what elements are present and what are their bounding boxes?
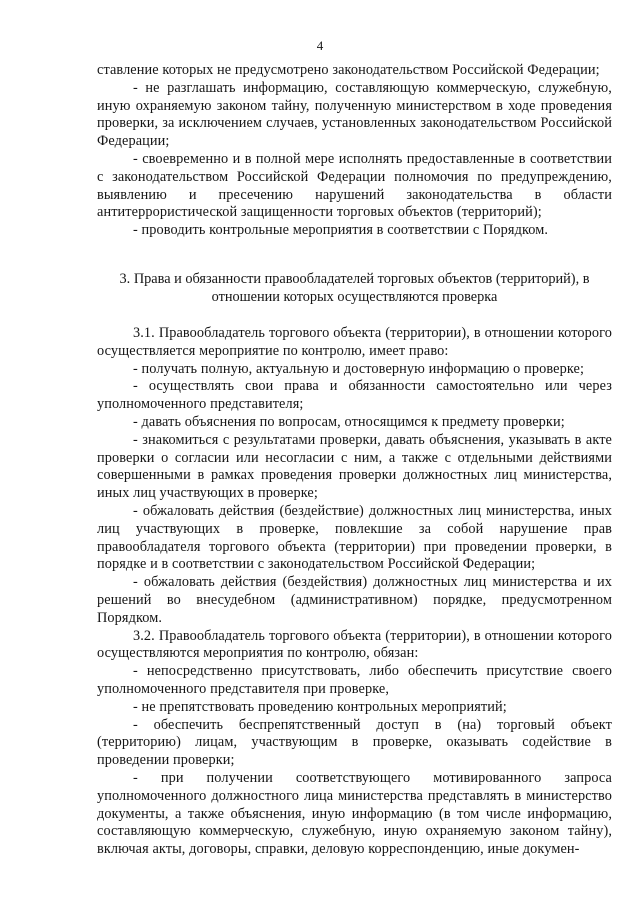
section-heading xyxy=(97,271,612,307)
paragraph: - не разглашать информацию, составляющую коммерческую, служебную, иную охраняемую законом тайну, полученную министерством в ходе проведения проверки, за исключением случаев, установленных законодательством Российской Федерации; xyxy=(97,79,612,150)
paragraph: - при получении соответствующего мотивированного запроса уполномоченного должностного лица министерства представлять в министерство документы, а также объяснения, иную информацию (в том числе информацию, составляющую коммерческую, служебную, иную охраняемую законом тайну), включая акты, договоры, справки, деловую корреспонденцию, иные докумен- xyxy=(97,769,612,858)
paragraph: - обжаловать действия (бездействие) должностных лиц министерства, иных лиц участвующих в проверке, повлекшие за собой нарушение прав правообладателя торгового объекта (территории) при проведении проверки, в порядке и в соответствии с законодательством Российской Федерации; xyxy=(97,502,612,573)
paragraph: - своевременно и в полной мере исполнять предоставленные в соответствии с законодательством Российской Федерации полномочия по предупреждению, выявлению и пресечению нарушений законодательства в области антитеррористической защищенности торговых объектов (территорий); xyxy=(97,150,612,221)
paragraph: - осуществлять свои права и обязанности самостоятельно или через уполномоченного представителя; xyxy=(97,378,612,413)
paragraph: 3.2. Правообладатель торгового объекта (территории), в отношении которого осуществляются мероприятия по контролю, обязан: xyxy=(97,627,612,662)
top-text-block xyxy=(97,62,612,240)
paragraph: ставление которых не предусмотрено законодательством Российской Федерации; xyxy=(97,62,600,78)
paragraph: - давать объяснения по вопросам, относящимся к предмету проверки; xyxy=(133,413,565,430)
paragraph: - непосредственно присутствовать, либо обеспечить присутствие своего уполномоченного представителя при проверке, xyxy=(97,663,612,697)
paragraph: - знакомиться с результатами проверки, давать объяснения, указывать в акте проверки о согласии или несогласии с ним, а также с отдельными действиями совершенными в рамках проведения проверки должностных лиц министерства, иных лиц участвующих в проверке; xyxy=(97,431,612,502)
paragraph: - проводить контрольные мероприятия в соответствии с Порядком. xyxy=(133,222,549,239)
section-heading-line: 3. Права и обязанности правообладателей торговых объектов (территорий), в xyxy=(119,271,590,287)
paragraph: - обжаловать действия (бездействия) должностных лиц министерства и их решений во внесудебном (административном) порядке, предусмотренном Порядком. xyxy=(97,574,612,626)
section-heading-line: отношении которых осуществляются проверка xyxy=(211,288,498,305)
paragraph: - обеспечить беспрепятственный доступ в (на) торговый объект (территорию) лицам, участвующим в проверке, оказывать содействие в проведении проверки; xyxy=(97,716,612,769)
paragraph: - не препятствовать проведению контрольных мероприятий; xyxy=(133,698,507,715)
paragraph: - получать полную, актуальную и достоверную информацию о проверке; xyxy=(133,360,585,377)
paragraph: 3.1. Правообладатель торгового объекта (территории), в отношении которого осуществляется мероприятие по контролю, имеет право: xyxy=(97,325,612,359)
body-text-block xyxy=(97,325,612,859)
page-number: 4 xyxy=(316,38,324,53)
